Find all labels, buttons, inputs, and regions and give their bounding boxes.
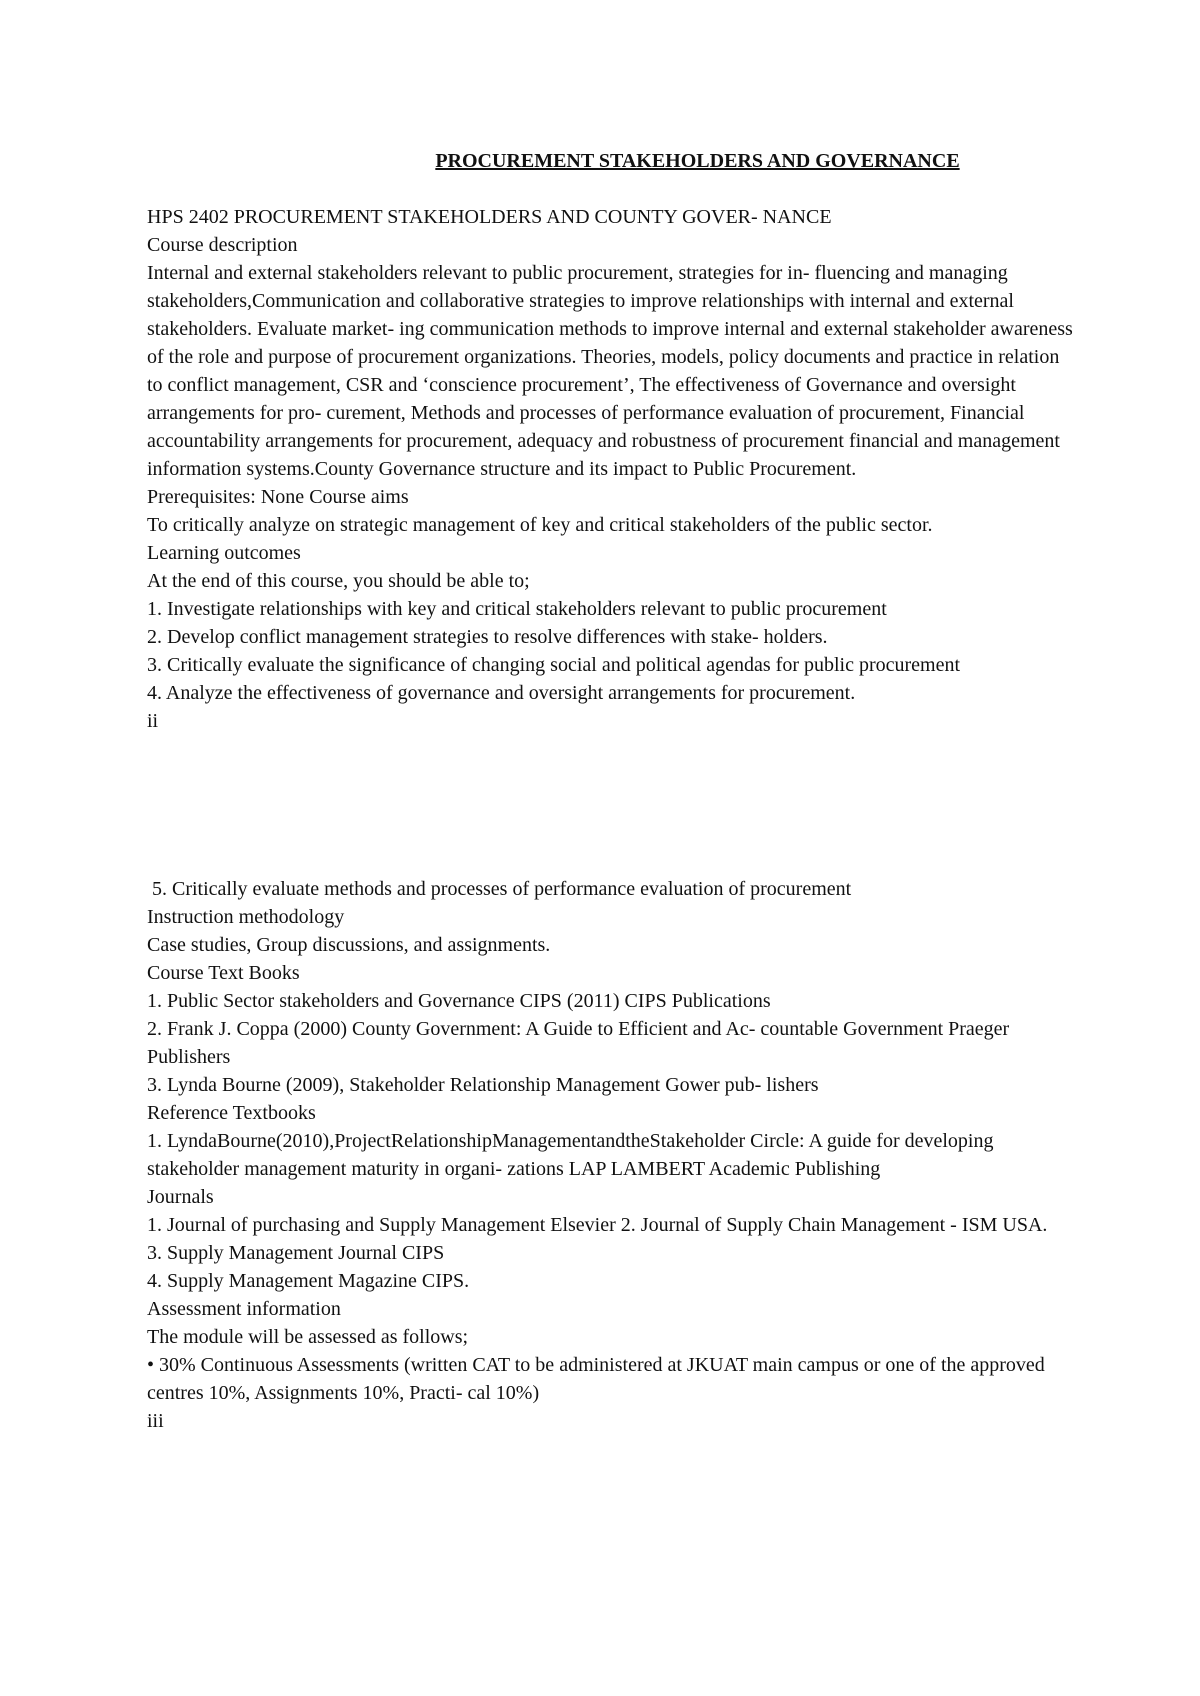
instruction-methodology-text: Case studies, Group discussions, and assignments. bbox=[147, 934, 551, 956]
document-title: PROCUREMENT STAKEHOLDERS AND GOVERNANCE bbox=[435, 150, 960, 172]
reference-textbooks-heading: Reference Textbooks bbox=[147, 1102, 316, 1124]
course-text-books-heading: Course Text Books bbox=[147, 962, 300, 984]
course-description-heading: Course description bbox=[147, 234, 298, 256]
assessment-intro: The module will be assessed as follows; bbox=[147, 1326, 469, 1348]
journal-1-2: 1. Journal of purchasing and Supply Management Elsevier 2. Journal of Supply Chain Management - ISM USA. bbox=[147, 1214, 1048, 1236]
text-book-2: 2. Frank J. Coppa (2000) County Government: A Guide to Efficient and Ac- countable Government Praeger Publishers bbox=[147, 1018, 1010, 1068]
course-aims-text: To critically analyze on strategic management of key and critical stakeholders of the public sector. bbox=[147, 514, 933, 536]
page-number-ii: ii bbox=[147, 710, 159, 732]
instruction-methodology-heading: Instruction methodology bbox=[147, 906, 345, 928]
page-number-iii: iii bbox=[147, 1410, 164, 1432]
course-description-section bbox=[147, 203, 1077, 735]
journals-heading: Journals bbox=[147, 1186, 214, 1208]
learning-outcome-5: 5. Critically evaluate methods and processes of performance evaluation of procurement bbox=[147, 878, 852, 900]
course-description-text: Internal and external stakeholders relevant to public procurement, strategies for in- fluencing and managing stakeholders,Communication and collaborative strategies to improve relationships with internal and external stakeholders. Evaluate market- ing communication methods to improve internal and external stakeholder awareness of the role and purpose of procurement organizations. Theories, models, policy documents and practice in relation to conflict management, CSR and ‘conscience procurement’, The effectiveness of Governance and oversight arrangements for pro- curement, Methods and processes of performance evaluation of procurement, Financial accountability arrangements for procurement, adequacy and robustness of procurement financial and management information systems.County Governance structure and its impact to Public Procurement. bbox=[147, 262, 1073, 480]
text-book-1: 1. Public Sector stakeholders and Governance CIPS (2011) CIPS Publications bbox=[147, 990, 771, 1012]
course-code-heading: HPS 2402 PROCUREMENT STAKEHOLDERS AND COUNTY GOVER- NANCE bbox=[147, 206, 832, 228]
learning-outcome-2: 2. Develop conflict management strategies to resolve differences with stake- holders. bbox=[147, 626, 828, 648]
reference-textbook-1: 1. LyndaBourne(2010),ProjectRelationshipManagementandtheStakeholder Circle: A guide for developing stakeholder management maturity in organi- zations LAP LAMBERT Academic Publishing bbox=[147, 1130, 994, 1180]
assessment-item-1: • 30% Continuous Assessments (written CAT to be administered at JKUAT main campus or one of the approved centres 10%, Assignments 10%, Practi- cal 10%) bbox=[147, 1354, 1045, 1404]
text-book-3: 3. Lynda Bourne (2009), Stakeholder Relationship Management Gower pub- lishers bbox=[147, 1074, 819, 1096]
learning-outcomes-intro: At the end of this course, you should be able to; bbox=[147, 570, 530, 592]
prerequisites-line: Prerequisites: None Course aims bbox=[147, 486, 409, 508]
journal-3: 3. Supply Management Journal CIPS bbox=[147, 1242, 445, 1264]
learning-outcome-3: 3. Critically evaluate the significance of changing social and political agendas for public procurement bbox=[147, 654, 961, 676]
learning-outcome-4: 4. Analyze the effectiveness of governance and oversight arrangements for procurement. bbox=[147, 682, 856, 704]
course-details-section bbox=[147, 875, 1077, 1435]
journal-4: 4. Supply Management Magazine CIPS. bbox=[147, 1270, 470, 1292]
learning-outcomes-heading: Learning outcomes bbox=[147, 542, 301, 564]
assessment-information-heading: Assessment information bbox=[147, 1298, 341, 1320]
learning-outcome-1: 1. Investigate relationships with key and critical stakeholders relevant to public procurement bbox=[147, 598, 887, 620]
